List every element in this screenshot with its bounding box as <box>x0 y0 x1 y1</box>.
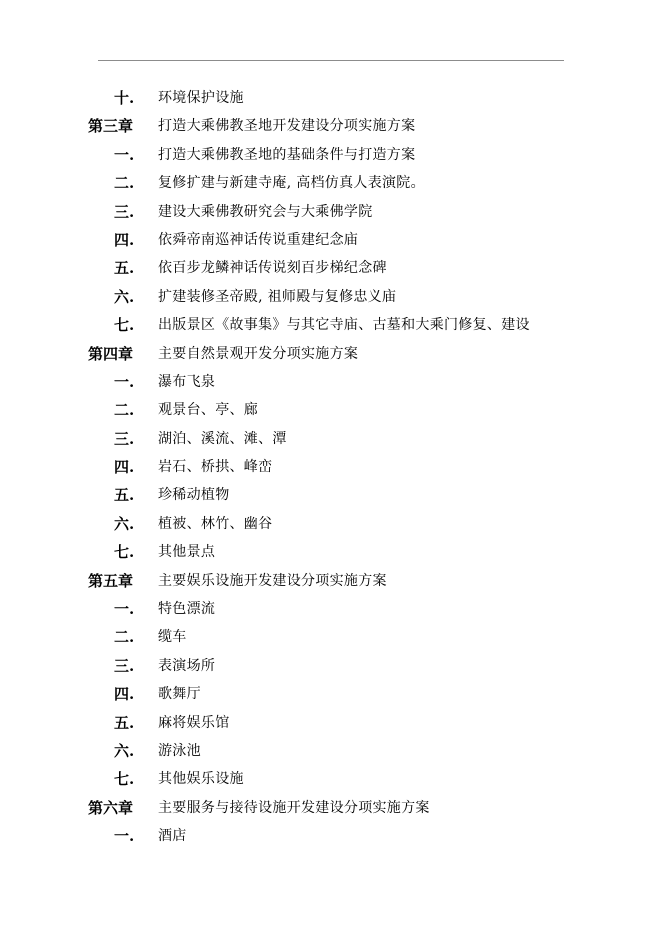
section-title: 湖泊、溪流、滩、潭 <box>158 430 287 447</box>
section-title: 游泳池 <box>158 742 201 759</box>
section-number: 三. <box>114 656 135 675</box>
chapter-title: 打造大乘佛教圣地开发建设分项实施方案 <box>158 118 416 135</box>
section-number: 五. <box>114 486 135 505</box>
section-number: 二. <box>114 401 135 420</box>
toc-section-row <box>0 84 662 112</box>
toc-section-row <box>0 169 662 197</box>
toc-section-row <box>0 141 662 169</box>
section-title: 其他景点 <box>158 544 216 561</box>
section-number: 五. <box>114 713 135 732</box>
chapter-number: 第六章 <box>88 798 134 817</box>
section-number: 六. <box>114 514 135 533</box>
toc-section-row <box>0 822 662 850</box>
chapter-title: 主要娱乐设施开发建设分项实施方案 <box>158 572 387 589</box>
section-number: 一. <box>114 827 135 846</box>
table-of-contents <box>0 84 662 851</box>
section-title: 复修扩建与新建寺庵, 高档仿真人表演院。 <box>158 175 425 192</box>
toc-section-row <box>0 765 662 793</box>
toc-section-row <box>0 510 662 538</box>
section-number: 一. <box>114 145 135 164</box>
toc-section-row <box>0 396 662 424</box>
section-number: 七. <box>114 770 135 789</box>
section-title: 其他娱乐设施 <box>158 771 244 788</box>
section-number: 一. <box>114 372 135 391</box>
header-rule <box>98 60 564 61</box>
section-title: 观景台、亭、廊 <box>158 402 259 419</box>
section-number: 六. <box>114 287 135 306</box>
section-number: 七. <box>114 316 135 335</box>
toc-section-row <box>0 283 662 311</box>
chapter-number: 第四章 <box>88 344 134 363</box>
toc-section-row <box>0 595 662 623</box>
section-title: 环境保护设施 <box>158 90 244 106</box>
section-title: 植被、林竹、幽谷 <box>158 515 273 532</box>
section-title: 依百步龙鳞神话传说刻百步梯纪念碑 <box>158 260 387 277</box>
section-title: 表演场所 <box>158 657 216 674</box>
toc-section-row <box>0 737 662 765</box>
section-title: 建设大乘佛教研究会与大乘佛学院 <box>158 203 373 220</box>
section-title: 缆车 <box>158 629 187 646</box>
toc-section-row <box>0 652 662 680</box>
toc-chapter-row <box>0 340 662 368</box>
section-number: 四. <box>114 685 135 704</box>
section-number: 四. <box>114 458 135 477</box>
toc-section-row <box>0 425 662 453</box>
section-title: 歌舞厅 <box>158 686 201 703</box>
section-number: 三. <box>114 202 135 221</box>
chapter-title: 主要服务与接待设施开发建设分项实施方案 <box>158 799 430 816</box>
section-number: 四. <box>114 230 135 249</box>
section-title: 扩建装修圣帝殿, 祖师殿与复修忠义庙 <box>158 288 397 305</box>
toc-section-row <box>0 198 662 226</box>
section-title: 麻将娱乐馆 <box>158 714 230 731</box>
section-title: 酒店 <box>158 828 187 845</box>
toc-chapter-row <box>0 794 662 822</box>
section-number: 三. <box>114 429 135 448</box>
section-number: 一. <box>114 600 135 619</box>
section-title: 打造大乘佛教圣地的基础条件与打造方案 <box>158 146 416 163</box>
toc-chapter-row <box>0 112 662 140</box>
section-number: 七. <box>114 543 135 562</box>
toc-section-row <box>0 680 662 708</box>
toc-section-row <box>0 481 662 509</box>
section-title: 出版景区《故事集》与其它寺庙、古墓和大乘门修复、建设 <box>158 317 530 334</box>
toc-section-row <box>0 709 662 737</box>
section-title: 特色漂流 <box>158 601 216 618</box>
chapter-number: 第三章 <box>88 117 134 136</box>
toc-section-row <box>0 368 662 396</box>
section-number: 二. <box>114 174 135 193</box>
section-number: 十. <box>114 89 135 107</box>
toc-section-row <box>0 311 662 339</box>
toc-section-row <box>0 226 662 254</box>
toc-section-row <box>0 254 662 282</box>
section-title: 珍稀动植物 <box>158 487 230 504</box>
toc-section-row <box>0 538 662 566</box>
toc-chapter-row <box>0 567 662 595</box>
section-number: 六. <box>114 741 135 760</box>
toc-section-row <box>0 623 662 651</box>
section-number: 二. <box>114 628 135 647</box>
section-title: 瀑布飞泉 <box>158 373 216 390</box>
toc-section-row <box>0 453 662 481</box>
chapter-title: 主要自然景观开发分项实施方案 <box>158 345 359 362</box>
section-title: 岩石、桥拱、峰峦 <box>158 459 273 476</box>
section-number: 五. <box>114 259 135 278</box>
section-title: 依舜帝南巡神话传说重建纪念庙 <box>158 231 359 248</box>
chapter-number: 第五章 <box>88 571 134 590</box>
